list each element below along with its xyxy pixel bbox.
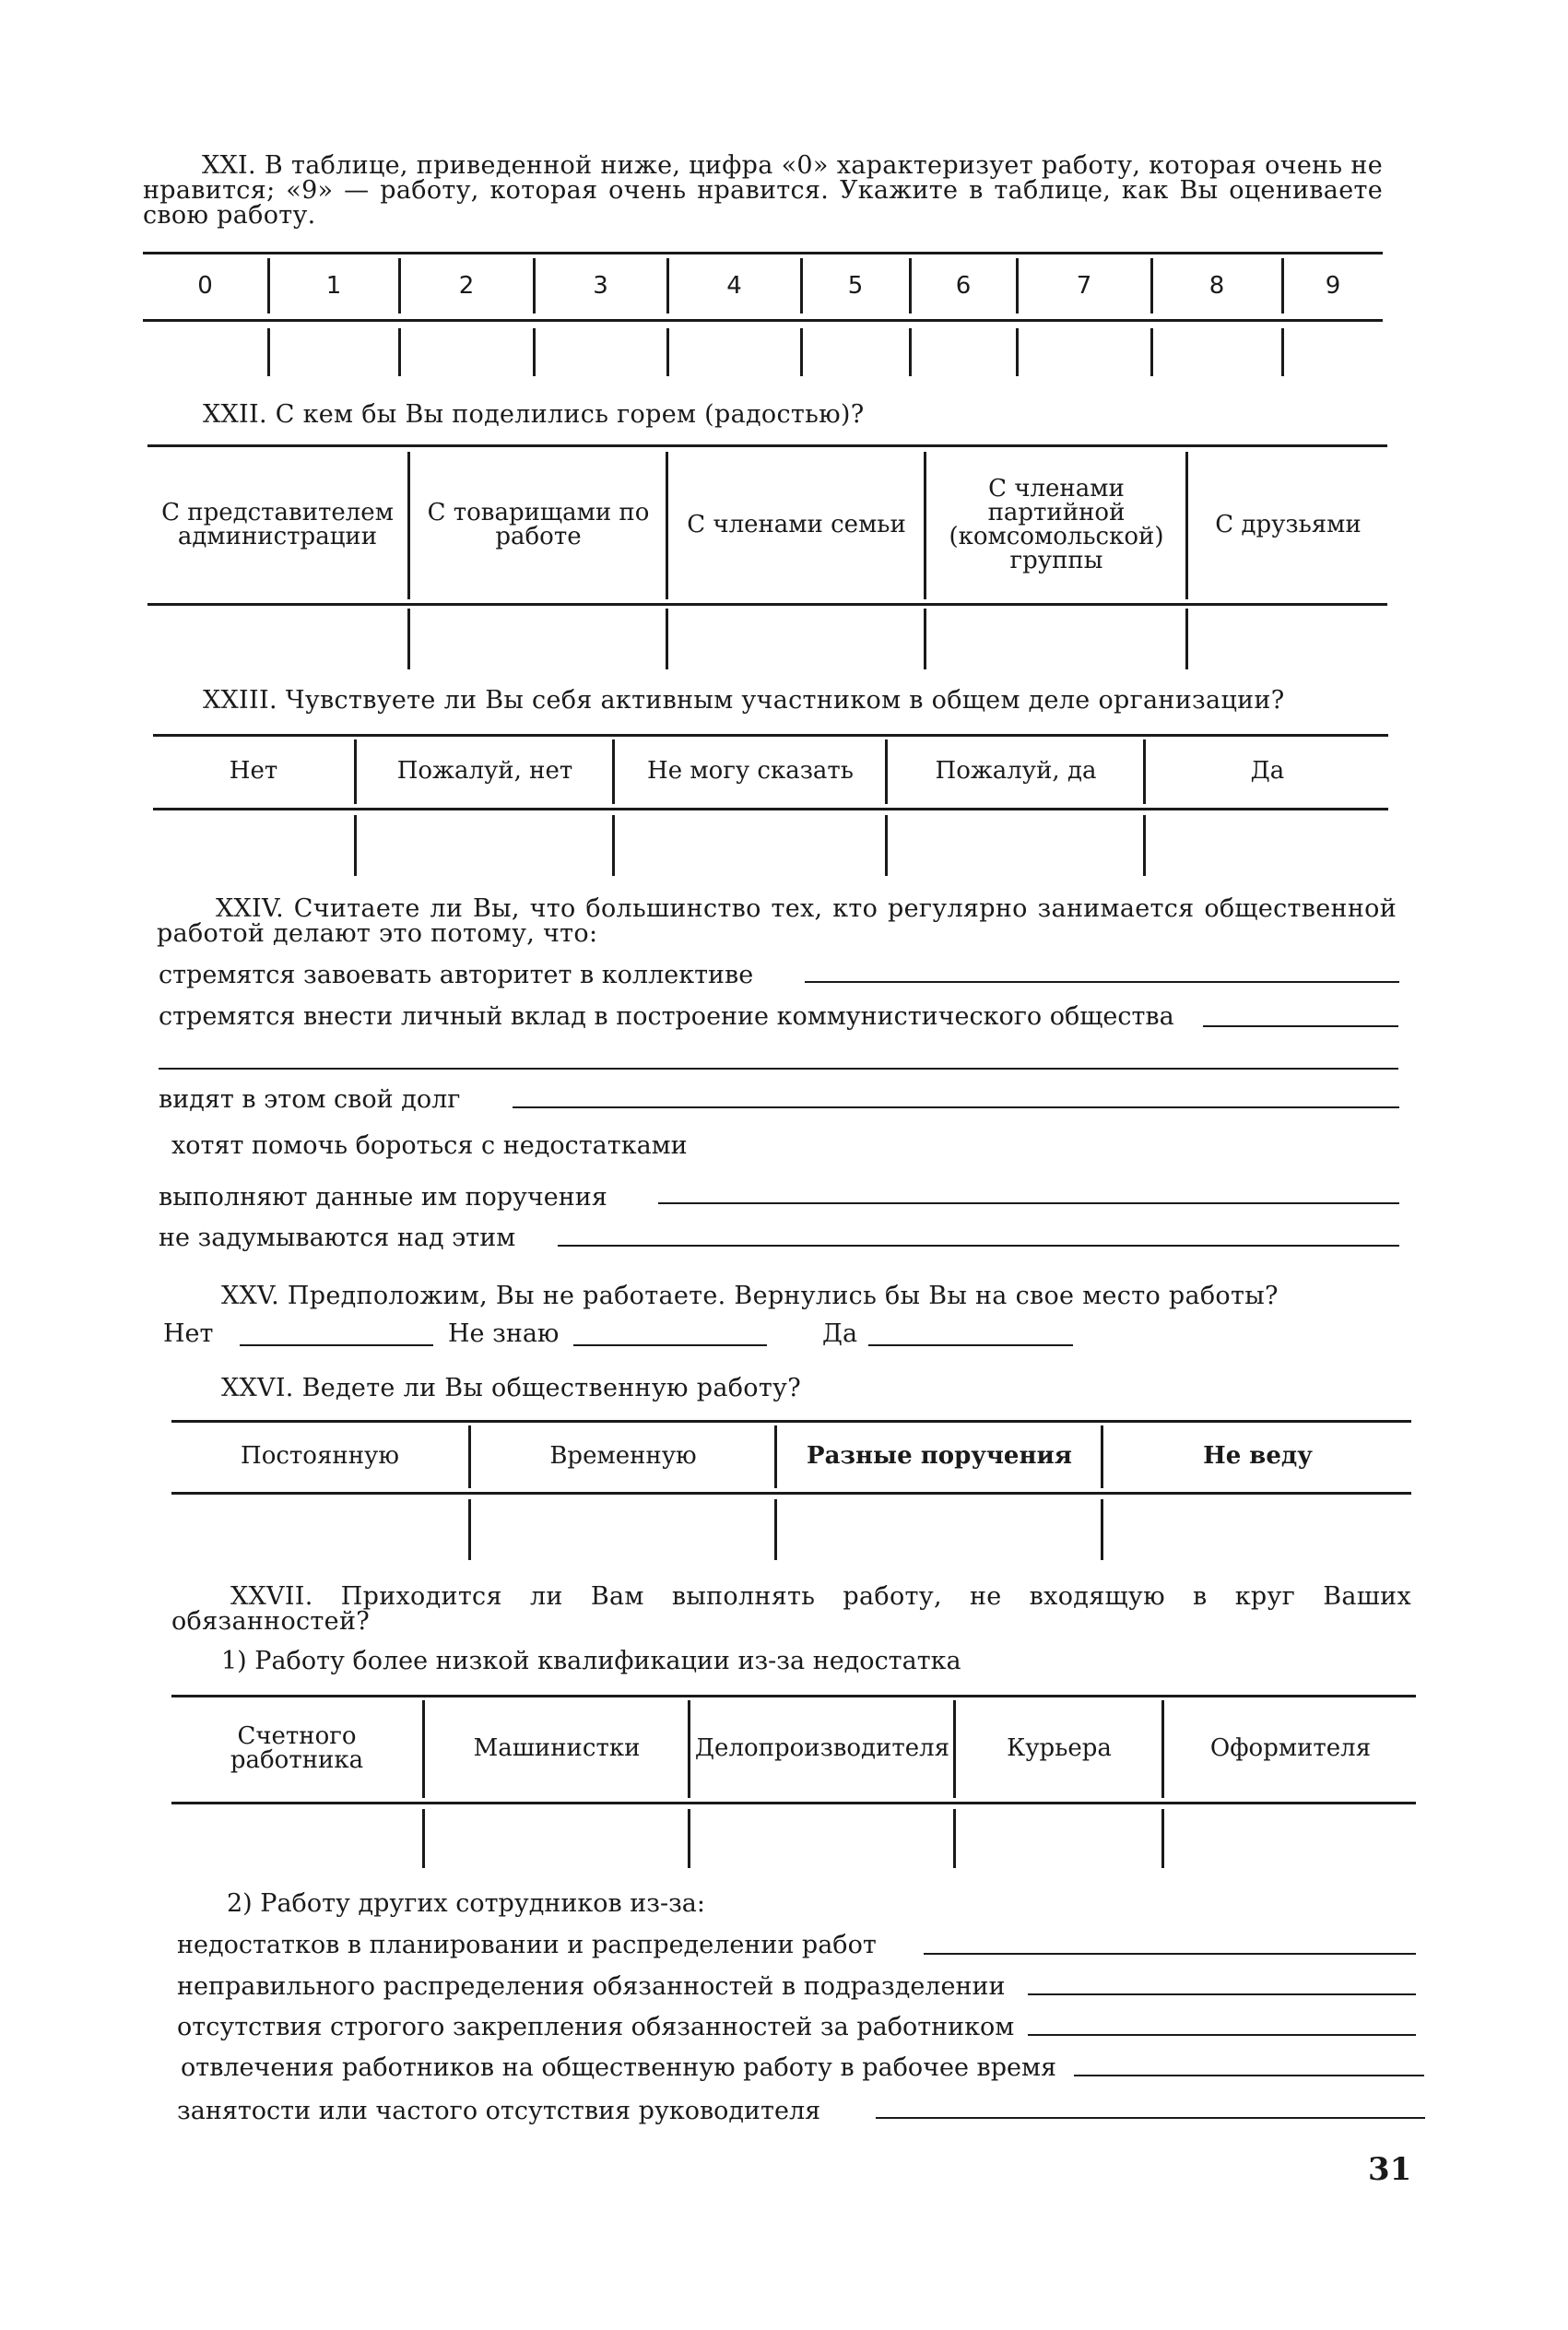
- table-21-mid-rule: [143, 319, 1383, 322]
- scale-cell-4: 4: [726, 272, 742, 300]
- scale-cell-3: 3: [593, 272, 608, 300]
- answer-line-24-1[interactable]: [805, 981, 1399, 983]
- option-27-accountant: Счетного работника: [230, 1722, 364, 1774]
- answer-line-24-6[interactable]: [558, 1245, 1399, 1247]
- question-27-sub2: 2) Работу других сотрудников из-за:: [227, 1889, 705, 1918]
- page-number: 31: [1368, 2151, 1412, 2188]
- question-27-sub1: 1) Работу более низкой квалификации из-за недостатка: [221, 1647, 961, 1675]
- scale-cell-1: 1: [325, 272, 342, 300]
- answer-25-yes-line[interactable]: [868, 1344, 1073, 1346]
- scale-cell-7: 7: [1076, 272, 1092, 300]
- question-27-text: XXVII. Приходится ли Вам выполнять работу, не входящую в круг Ваших обязанностей?: [171, 1582, 1411, 1636]
- option-22-family: С членами семьи: [687, 511, 906, 538]
- reason-24-no-thought: не задумываются над этим: [159, 1224, 516, 1252]
- answer-line-24-2[interactable]: [1203, 1025, 1398, 1027]
- table-22-mid-rule: [147, 603, 1387, 606]
- reason-24-authority: стремятся завоевать авторитет в коллективе: [159, 961, 754, 989]
- answer-line-27-2[interactable]: [1028, 1993, 1416, 1995]
- question-24-text: XXIV. Считаете ли Вы, что большинство тех, кто регулярно занимается общественной работой делают это потому, что:: [157, 894, 1397, 948]
- option-23-rather-no: Пожалуй, нет: [396, 757, 573, 785]
- option-26-permanent: Постоянную: [241, 1442, 399, 1470]
- answer-line-27-3[interactable]: [1028, 2034, 1416, 2036]
- option-27-designer: Оформителя: [1209, 1734, 1372, 1762]
- option-22-friends: С друзьями: [1215, 511, 1362, 538]
- answer-line-27-4[interactable]: [1074, 2075, 1424, 2076]
- option-22-coworkers: С товарищами по работе: [427, 499, 650, 550]
- scale-cell-8: 8: [1208, 272, 1225, 300]
- reason-27-distribution: неправильного распределения обязанностей в подразделении: [177, 1972, 1006, 2001]
- option-23-rather-yes: Пожалуй, да: [935, 757, 1097, 785]
- answer-line-27-5[interactable]: [876, 2117, 1425, 2119]
- scale-cell-2: 2: [458, 272, 475, 300]
- answer-line-24-5[interactable]: [658, 1202, 1399, 1204]
- scale-cell-6: 6: [955, 272, 972, 300]
- table-23-mid-rule: [153, 808, 1388, 810]
- answer-line-24-3[interactable]: [513, 1106, 1399, 1108]
- option-27-typist: Машинистки: [473, 1734, 641, 1762]
- question-26-text: XXVI. Ведете ли Вы общественную работу?: [221, 1374, 802, 1402]
- question-25-text: XXV. Предположим, Вы не работаете. Вернулись бы Вы на свое место работы?: [221, 1282, 1279, 1310]
- reason-24-assignments: выполняют данные им поручения: [159, 1183, 607, 1212]
- option-22-administration: С представителем администрации: [161, 499, 394, 550]
- option-26-various: Разные поручения: [807, 1442, 1072, 1470]
- answer-25-no-label: Нет: [163, 1319, 214, 1348]
- option-22-party-group: С членами партийной (комсомольской) группы: [949, 475, 1164, 574]
- reason-27-manager-absence: занятости или частого отсутствия руководителя: [177, 2097, 821, 2125]
- table-26-mid-rule: [171, 1492, 1411, 1495]
- answer-25-dont-know-line[interactable]: [573, 1344, 767, 1346]
- option-23-no: Нет: [229, 757, 278, 785]
- answer-25-dont-know-label: Не знаю: [448, 1319, 560, 1348]
- option-26-none: Не веду: [1203, 1442, 1313, 1470]
- option-26-temporary: Временную: [549, 1442, 697, 1470]
- question-23-text: XXIII. Чувствуете ли Вы себя активным участником в общем деле организации?: [203, 686, 1285, 715]
- reason-24-contribution: стремятся внести личный вклад в построение коммунистического общества: [159, 1002, 1174, 1031]
- table-22-top-rule: [147, 444, 1387, 447]
- scale-cell-0: 0: [197, 272, 213, 300]
- answer-line-24-2b[interactable]: [159, 1068, 1398, 1070]
- reason-27-assignment: отсутствия строгого закрепления обязанностей за работником: [177, 2013, 1015, 2041]
- question-22-text: XXII. С кем бы Вы поделились горем (радостью)?: [203, 400, 865, 429]
- question-21-text: XXI. В таблице, приведенной ниже, цифра «0» характеризует работу, которая очень не нравится; «9» — работу, которая очень нравится. Укажите в таблице, как Вы оцениваете свою работу.: [143, 151, 1383, 230]
- option-23-yes: Да: [1250, 757, 1285, 785]
- option-27-courier: Курьера: [1007, 1734, 1112, 1762]
- option-27-clerk: Делопроизводителя: [694, 1734, 950, 1762]
- reason-27-social-work: отвлечения работников на общественную работу в рабочее время: [181, 2053, 1057, 2082]
- answer-line-27-1[interactable]: [924, 1953, 1416, 1955]
- answer-25-yes-label: Да: [822, 1319, 858, 1348]
- answer-25-no-line[interactable]: [240, 1344, 433, 1346]
- option-23-cant-say: Не могу сказать: [647, 757, 854, 785]
- reason-24-fight-shortcomings: хотят помочь бороться с недостатками: [171, 1131, 688, 1160]
- reason-24-duty: видят в этом свой долг: [159, 1085, 461, 1114]
- scale-cell-5: 5: [847, 272, 864, 300]
- table-27-mid-rule: [171, 1802, 1416, 1804]
- reason-27-planning: недостатков в планировании и распределении работ: [177, 1931, 877, 1959]
- scale-cell-9: 9: [1325, 272, 1341, 300]
